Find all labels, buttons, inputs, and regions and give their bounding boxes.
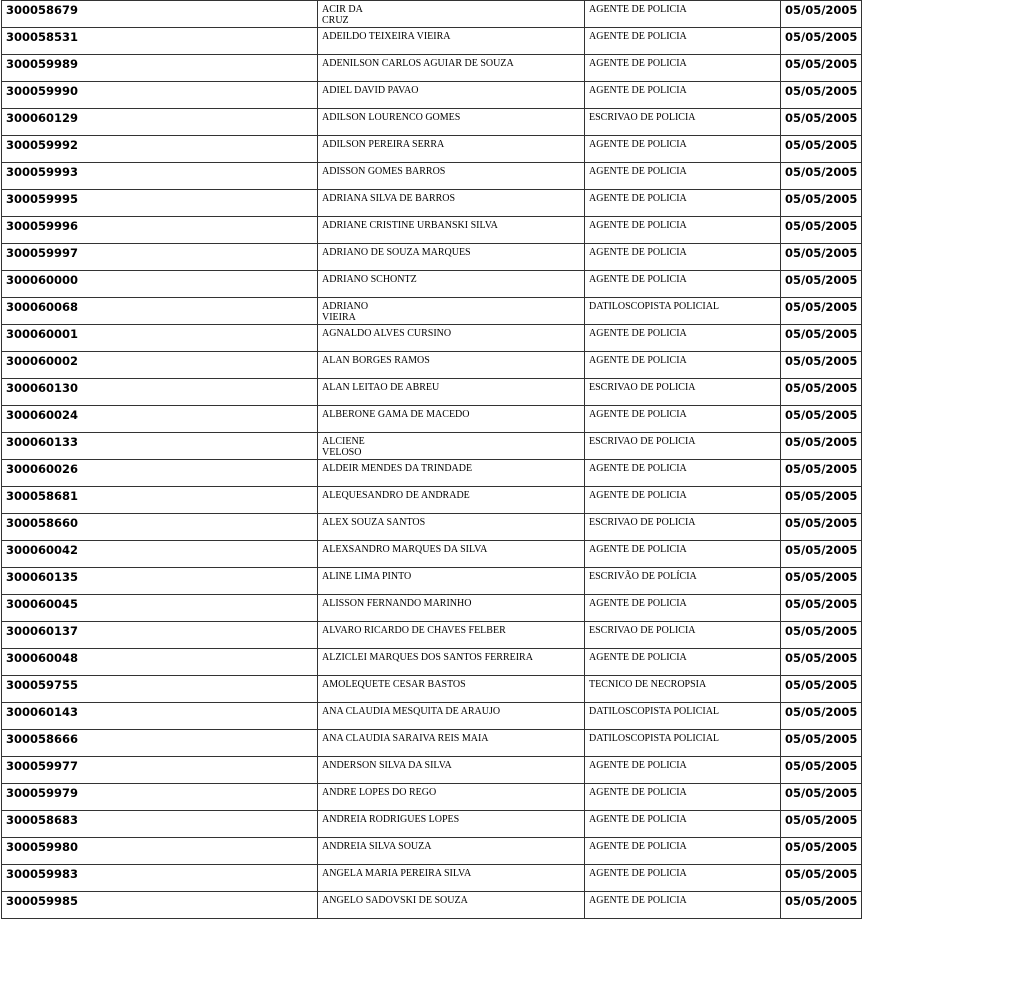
- position-cell: AGENTE DE POLICIA: [585, 541, 781, 568]
- registration-number-cell: 300059993: [2, 163, 318, 190]
- employee-name-cell: [318, 487, 585, 514]
- position-cell: ESCRIVAO DE POLICIA: [585, 379, 781, 406]
- position-cell: AGENTE DE POLICIA: [585, 649, 781, 676]
- registration-number-cell: 300059983: [2, 865, 318, 892]
- table-row: [2, 460, 862, 487]
- date-cell: 05/05/2005: [781, 514, 862, 541]
- employee-name: ADIEL DAVID PAVAO: [322, 85, 419, 96]
- employee-name-cell: [318, 271, 585, 298]
- employee-name: ANDREIA RODRIGUES LOPES: [322, 814, 460, 825]
- registration-number-cell: 300060137: [2, 622, 318, 649]
- employee-name: ADRIANO: [322, 301, 369, 312]
- table-row: [2, 541, 862, 568]
- employee-name-continued: VIEIRA: [322, 312, 356, 323]
- employee-name: ADISSON GOMES BARROS: [322, 166, 446, 177]
- position-cell: AGENTE DE POLICIA: [585, 1, 781, 28]
- registration-number-cell: 300058666: [2, 730, 318, 757]
- employee-name: ADRIANO SCHONTZ: [322, 274, 417, 285]
- employee-name-continued: CRUZ: [322, 15, 349, 26]
- employee-name-cell: [318, 838, 585, 865]
- employee-name-cell: [318, 622, 585, 649]
- registration-number-cell: 300060024: [2, 406, 318, 433]
- table-row: [2, 757, 862, 784]
- registration-number-cell: 300060143: [2, 703, 318, 730]
- employee-name: ADRIANO DE SOUZA MARQUES: [322, 247, 471, 258]
- employee-name-cell: [318, 28, 585, 55]
- table-row: [2, 784, 862, 811]
- employee-name: ADILSON LOURENCO GOMES: [322, 112, 461, 123]
- position-cell: AGENTE DE POLICIA: [585, 244, 781, 271]
- registration-number-cell: 300059996: [2, 217, 318, 244]
- table-row: [2, 649, 862, 676]
- table-row: [2, 568, 862, 595]
- position-cell: AGENTE DE POLICIA: [585, 28, 781, 55]
- date-cell: 05/05/2005: [781, 838, 862, 865]
- table-row: [2, 82, 862, 109]
- registration-number-cell: 300059997: [2, 244, 318, 271]
- date-cell: 05/05/2005: [781, 703, 862, 730]
- registration-number-cell: 300060129: [2, 109, 318, 136]
- employee-name-cell: [318, 325, 585, 352]
- employee-name-cell: [318, 433, 585, 460]
- table-row: [2, 298, 862, 325]
- employee-name: ADEILDO TEIXEIRA VIEIRA: [322, 31, 451, 42]
- table-row: [2, 676, 862, 703]
- employee-name-cell: [318, 541, 585, 568]
- position-cell: AGENTE DE POLICIA: [585, 82, 781, 109]
- date-cell: 05/05/2005: [781, 676, 862, 703]
- date-cell: 05/05/2005: [781, 82, 862, 109]
- position-cell: DATILOSCOPISTA POLICIAL: [585, 730, 781, 757]
- employee-name-cell: [318, 460, 585, 487]
- employee-name: ANA CLAUDIA SARAIVA REIS MAIA: [322, 733, 489, 744]
- registration-number-cell: 300059989: [2, 55, 318, 82]
- position-cell: ESCRIVÃO DE POLÍCIA: [585, 568, 781, 595]
- date-cell: 05/05/2005: [781, 460, 862, 487]
- employee-name: ALAN BORGES RAMOS: [322, 355, 430, 366]
- table-row: [2, 406, 862, 433]
- employee-name: ALINE LIMA PINTO: [322, 571, 412, 582]
- registration-number-cell: 300060068: [2, 298, 318, 325]
- date-cell: 05/05/2005: [781, 406, 862, 433]
- employee-name: ALEXSANDRO MARQUES DA SILVA: [322, 544, 488, 555]
- table-row: [2, 865, 862, 892]
- employee-name-cell: [318, 244, 585, 271]
- employee-name: ALISSON FERNANDO MARINHO: [322, 598, 472, 609]
- table-row: [2, 244, 862, 271]
- table-row: [2, 703, 862, 730]
- employee-name: ALBERONE GAMA DE MACEDO: [322, 409, 470, 420]
- employee-name-cell: [318, 892, 585, 919]
- position-cell: DATILOSCOPISTA POLICIAL: [585, 298, 781, 325]
- position-cell: AGENTE DE POLICIA: [585, 757, 781, 784]
- date-cell: 05/05/2005: [781, 217, 862, 244]
- position-cell: TECNICO DE NECROPSIA: [585, 676, 781, 703]
- registration-number-cell: 300060000: [2, 271, 318, 298]
- registration-number-cell: 300060045: [2, 595, 318, 622]
- employee-name-cell: [318, 379, 585, 406]
- table-row: [2, 163, 862, 190]
- employee-name: ALDEIR MENDES DA TRINDADE: [322, 463, 473, 474]
- registration-number-cell: 300059992: [2, 136, 318, 163]
- date-cell: 05/05/2005: [781, 892, 862, 919]
- employee-name-cell: [318, 757, 585, 784]
- employee-name-cell: [318, 136, 585, 163]
- employee-name-cell: [318, 406, 585, 433]
- employee-name: ACIR DA: [322, 4, 363, 15]
- date-cell: 05/05/2005: [781, 190, 862, 217]
- registration-number-cell: 300059990: [2, 82, 318, 109]
- position-cell: AGENTE DE POLICIA: [585, 784, 781, 811]
- registration-number-cell: 300059995: [2, 190, 318, 217]
- position-cell: AGENTE DE POLICIA: [585, 811, 781, 838]
- table-row: [2, 325, 862, 352]
- employee-name-cell: [318, 811, 585, 838]
- registration-number-cell: 300060135: [2, 568, 318, 595]
- position-cell: AGENTE DE POLICIA: [585, 838, 781, 865]
- registration-number-cell: 300060042: [2, 541, 318, 568]
- employee-name-cell: [318, 649, 585, 676]
- position-cell: AGENTE DE POLICIA: [585, 892, 781, 919]
- employee-name: ALVARO RICARDO DE CHAVES FELBER: [322, 625, 506, 636]
- table-row: [2, 595, 862, 622]
- date-cell: 05/05/2005: [781, 379, 862, 406]
- employee-name: ANGELO SADOVSKI DE SOUZA: [322, 895, 468, 906]
- employee-name-cell: [318, 298, 585, 325]
- employee-name: ANA CLAUDIA MESQUITA DE ARAUJO: [322, 706, 501, 717]
- registration-number-cell: 300060048: [2, 649, 318, 676]
- date-cell: 05/05/2005: [781, 595, 862, 622]
- registration-number-cell: 300060130: [2, 379, 318, 406]
- table-row: [2, 892, 862, 919]
- employee-name-cell: [318, 784, 585, 811]
- date-cell: 05/05/2005: [781, 244, 862, 271]
- employee-name-cell: [318, 568, 585, 595]
- date-cell: 05/05/2005: [781, 352, 862, 379]
- registration-number-cell: 300060133: [2, 433, 318, 460]
- registration-number-cell: 300058679: [2, 1, 318, 28]
- registration-number-cell: 300058660: [2, 514, 318, 541]
- employee-name-cell: [318, 595, 585, 622]
- employee-name: AGNALDO ALVES CURSINO: [322, 328, 452, 339]
- registration-number-cell: 300059979: [2, 784, 318, 811]
- table-row: [2, 109, 862, 136]
- table-row: [2, 271, 862, 298]
- employee-name-cell: [318, 55, 585, 82]
- date-cell: 05/05/2005: [781, 568, 862, 595]
- position-cell: AGENTE DE POLICIA: [585, 595, 781, 622]
- employee-name-cell: [318, 82, 585, 109]
- table-row: [2, 514, 862, 541]
- employee-name-cell: [318, 1, 585, 28]
- table-row: [2, 730, 862, 757]
- roster-table-container: [1, 0, 862, 919]
- table-row: [2, 433, 862, 460]
- position-cell: AGENTE DE POLICIA: [585, 136, 781, 163]
- employee-name: ANDREIA SILVA SOUZA: [322, 841, 432, 852]
- date-cell: 05/05/2005: [781, 730, 862, 757]
- date-cell: 05/05/2005: [781, 298, 862, 325]
- date-cell: 05/05/2005: [781, 649, 862, 676]
- registration-number-cell: 300058531: [2, 28, 318, 55]
- position-cell: AGENTE DE POLICIA: [585, 271, 781, 298]
- position-cell: DATILOSCOPISTA POLICIAL: [585, 703, 781, 730]
- employee-name: ADILSON PEREIRA SERRA: [322, 139, 445, 150]
- date-cell: 05/05/2005: [781, 865, 862, 892]
- date-cell: 05/05/2005: [781, 487, 862, 514]
- registration-number-cell: 300058683: [2, 811, 318, 838]
- employee-name-cell: [318, 109, 585, 136]
- table-row: [2, 487, 862, 514]
- registration-number-cell: 300059985: [2, 892, 318, 919]
- position-cell: AGENTE DE POLICIA: [585, 487, 781, 514]
- employee-name-cell: [318, 190, 585, 217]
- employee-name: ALZICLEI MARQUES DOS SANTOS FERREIRA: [322, 652, 533, 663]
- date-cell: 05/05/2005: [781, 1, 862, 28]
- table-row: [2, 838, 862, 865]
- table-body: [2, 1, 862, 919]
- employee-name-cell: [318, 217, 585, 244]
- employee-name-cell: [318, 730, 585, 757]
- position-cell: AGENTE DE POLICIA: [585, 460, 781, 487]
- date-cell: 05/05/2005: [781, 136, 862, 163]
- date-cell: 05/05/2005: [781, 55, 862, 82]
- date-cell: 05/05/2005: [781, 757, 862, 784]
- employee-name: ALAN LEITAO DE ABREU: [322, 382, 440, 393]
- employee-name-cell: [318, 676, 585, 703]
- position-cell: ESCRIVAO DE POLICIA: [585, 514, 781, 541]
- employee-name: AMOLEQUETE CESAR BASTOS: [322, 679, 466, 690]
- date-cell: 05/05/2005: [781, 811, 862, 838]
- employee-name: ALCIENE: [322, 436, 365, 447]
- position-cell: AGENTE DE POLICIA: [585, 55, 781, 82]
- table-row: [2, 379, 862, 406]
- date-cell: 05/05/2005: [781, 109, 862, 136]
- employee-name: ADRIANE CRISTINE URBANSKI SILVA: [322, 220, 498, 231]
- position-cell: ESCRIVAO DE POLICIA: [585, 109, 781, 136]
- position-cell: AGENTE DE POLICIA: [585, 217, 781, 244]
- date-cell: 05/05/2005: [781, 28, 862, 55]
- personnel-table: [1, 0, 862, 919]
- employee-name-cell: [318, 514, 585, 541]
- position-cell: AGENTE DE POLICIA: [585, 406, 781, 433]
- position-cell: ESCRIVAO DE POLICIA: [585, 433, 781, 460]
- employee-name-continued: VELOSO: [322, 447, 362, 458]
- employee-name: ANDRE LOPES DO REGO: [322, 787, 437, 798]
- employee-name: ALEX SOUZA SANTOS: [322, 517, 426, 528]
- table-row: [2, 352, 862, 379]
- table-row: [2, 217, 862, 244]
- position-cell: AGENTE DE POLICIA: [585, 325, 781, 352]
- table-row: [2, 622, 862, 649]
- date-cell: 05/05/2005: [781, 163, 862, 190]
- date-cell: 05/05/2005: [781, 784, 862, 811]
- table-row: [2, 190, 862, 217]
- table-row: [2, 136, 862, 163]
- position-cell: AGENTE DE POLICIA: [585, 190, 781, 217]
- position-cell: AGENTE DE POLICIA: [585, 163, 781, 190]
- registration-number-cell: 300059977: [2, 757, 318, 784]
- employee-name-cell: [318, 352, 585, 379]
- registration-number-cell: 300060002: [2, 352, 318, 379]
- employee-name-cell: [318, 163, 585, 190]
- registration-number-cell: 300060026: [2, 460, 318, 487]
- date-cell: 05/05/2005: [781, 325, 862, 352]
- date-cell: 05/05/2005: [781, 433, 862, 460]
- table-row: [2, 28, 862, 55]
- employee-name: ADENILSON CARLOS AGUIAR DE SOUZA: [322, 58, 514, 69]
- employee-name: ANGELA MARIA PEREIRA SILVA: [322, 868, 472, 879]
- table-row: [2, 811, 862, 838]
- employee-name: ALEQUESANDRO DE ANDRADE: [322, 490, 470, 501]
- date-cell: 05/05/2005: [781, 541, 862, 568]
- position-cell: ESCRIVAO DE POLICIA: [585, 622, 781, 649]
- employee-name: ADRIANA SILVA DE BARROS: [322, 193, 456, 204]
- employee-name-cell: [318, 703, 585, 730]
- registration-number-cell: 300059980: [2, 838, 318, 865]
- date-cell: 05/05/2005: [781, 622, 862, 649]
- date-cell: 05/05/2005: [781, 271, 862, 298]
- registration-number-cell: 300059755: [2, 676, 318, 703]
- registration-number-cell: 300058681: [2, 487, 318, 514]
- position-cell: AGENTE DE POLICIA: [585, 352, 781, 379]
- table-row: [2, 55, 862, 82]
- employee-name: ANDERSON SILVA DA SILVA: [322, 760, 452, 771]
- table-row: [2, 1, 862, 28]
- employee-name-cell: [318, 865, 585, 892]
- position-cell: AGENTE DE POLICIA: [585, 865, 781, 892]
- registration-number-cell: 300060001: [2, 325, 318, 352]
